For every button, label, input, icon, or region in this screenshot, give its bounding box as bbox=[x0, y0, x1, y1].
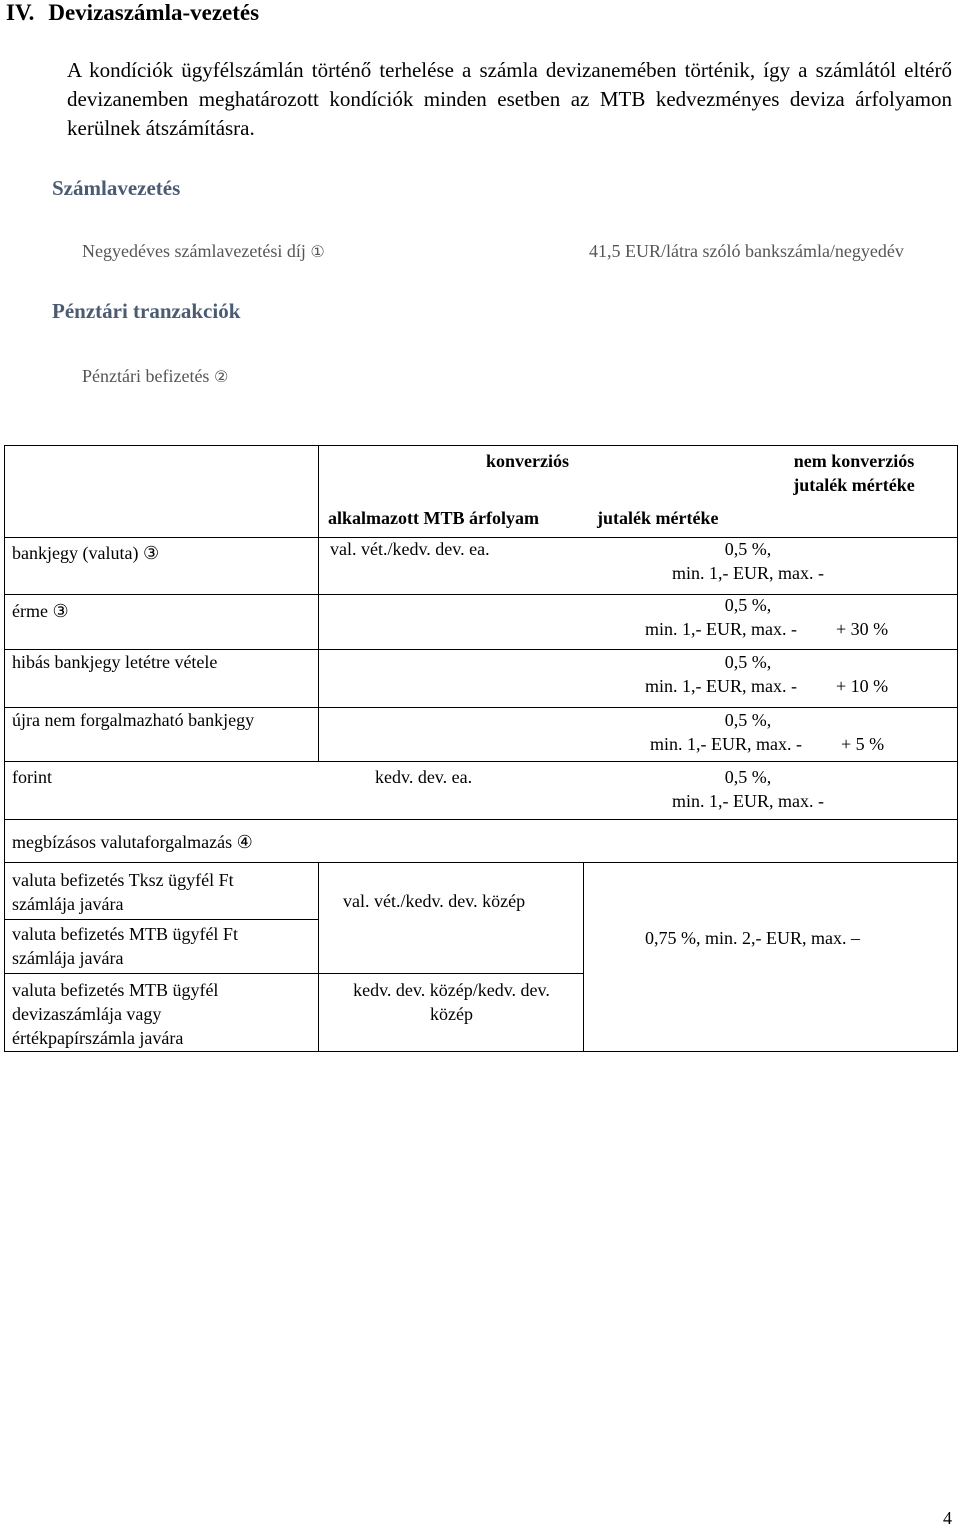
table-row-extra: + 10 % bbox=[836, 676, 889, 696]
table-row-fee-min: min. 1,- EUR, max. - bbox=[645, 676, 797, 696]
table-row-label: érme ③ bbox=[12, 601, 69, 621]
intro-paragraph: A kondíciók ügyfélszámlán történő terhelése a számla devizanemében történik, így a számlától eltérő devizanemben meghatározott kondíciók minden esetben az MTB kedvezményes deviza árfolyamon kerülnek átszámításra. bbox=[67, 58, 952, 140]
footnote-marker: ① bbox=[310, 242, 325, 261]
table-hline bbox=[4, 919, 319, 920]
table-hline bbox=[4, 761, 958, 762]
page-number: 4 bbox=[943, 1508, 952, 1528]
penztari-heading: Pénztári tranzakciók bbox=[52, 299, 241, 323]
footnote-marker: ② bbox=[213, 367, 229, 386]
penztari-subheading: Pénztári befizetés bbox=[82, 366, 210, 386]
megbizasos-fee: 0,75 %, min. 2,- EUR, max. – bbox=[645, 928, 860, 948]
section-title: Devizaszámla-vezetés bbox=[48, 0, 260, 25]
table-hline bbox=[4, 819, 958, 820]
table-row-fee: 0,5 %, bbox=[724, 595, 772, 615]
table-border-top bbox=[4, 445, 958, 446]
table-border-bottom bbox=[4, 1051, 958, 1052]
table-row-rate: val. vét./kedv. dev. ea. bbox=[330, 539, 490, 559]
header-konverzios: konverziós bbox=[486, 451, 569, 471]
table-vline bbox=[583, 862, 584, 1052]
table-row-fee-min: min. 1,- EUR, max. - bbox=[645, 619, 797, 639]
megbizasos-item-line: valuta befizetés MTB ügyfél bbox=[12, 980, 219, 1000]
megbizasos-rate: kedv. dev. közép/kedv. dev. bbox=[353, 980, 550, 1000]
table-row-fee-min: min. 1,- EUR, max. - bbox=[650, 734, 802, 754]
table-hline bbox=[4, 973, 584, 974]
fee-label: Negyedéves számlavezetési díj bbox=[82, 241, 306, 261]
fee-value: 41,5 EUR/látra szóló bankszámla/negyedév bbox=[589, 241, 904, 261]
header-nem-konverzios: nem konverziós bbox=[793, 451, 915, 471]
header-jutalek: jutalék mértéke bbox=[597, 508, 719, 528]
table-hline bbox=[4, 862, 958, 863]
table-row-label: hibás bankjegy letétre vétele bbox=[12, 652, 218, 672]
table-row-rate: kedv. dev. ea. bbox=[375, 767, 473, 787]
header-alkalmazott: alkalmazott MTB árfolyam bbox=[328, 508, 539, 528]
megbizasos-item-line: valuta befizetés Tksz ügyfél Ft bbox=[12, 870, 234, 890]
table-row-label: újra nem forgalmazható bankjegy bbox=[12, 710, 255, 730]
megbizasos-item-line: számlája javára bbox=[12, 948, 124, 968]
section-number: IV. bbox=[6, 0, 35, 25]
fee-label-row bbox=[82, 241, 325, 262]
table-row-fee: 0,5 %, bbox=[724, 652, 772, 672]
megbizasos-label: megbízásos valutaforgalmazás ④ bbox=[12, 832, 253, 852]
megbizasos-rate: val. vét./kedv. dev. közép bbox=[343, 891, 526, 911]
table-row-label: bankjegy (valuta) ③ bbox=[12, 543, 160, 563]
table-row-extra: + 30 % bbox=[836, 619, 889, 639]
table-vline bbox=[318, 445, 319, 537]
table-row-fee-min: min. 1,- EUR, max. - bbox=[672, 791, 824, 811]
megbizasos-item-line: számlája javára bbox=[12, 894, 124, 914]
header-jutalek-right: jutalék mértéke bbox=[793, 475, 915, 495]
megbizasos-item-line: értékpapírszámla javára bbox=[12, 1028, 184, 1048]
table-row-label: forint bbox=[12, 767, 52, 787]
szamlavezetes-heading: Számlavezetés bbox=[52, 176, 181, 200]
megbizasos-rate: közép bbox=[430, 1004, 473, 1024]
table-row-fee: 0,5 %, bbox=[724, 710, 772, 730]
megbizasos-item-line: valuta befizetés MTB ügyfél Ft bbox=[12, 924, 238, 944]
megbizasos-item-line: devizaszámlája vagy bbox=[12, 1004, 162, 1024]
table-row-fee: 0,5 %, bbox=[724, 539, 772, 559]
table-row-fee: 0,5 %, bbox=[724, 767, 772, 787]
penztari-subheading-row bbox=[82, 366, 228, 387]
table-row-fee-min: min. 1,- EUR, max. - bbox=[672, 563, 824, 583]
table-vline bbox=[318, 862, 319, 1052]
table-row-extra: + 5 % bbox=[841, 734, 885, 754]
section-heading bbox=[6, 0, 259, 26]
